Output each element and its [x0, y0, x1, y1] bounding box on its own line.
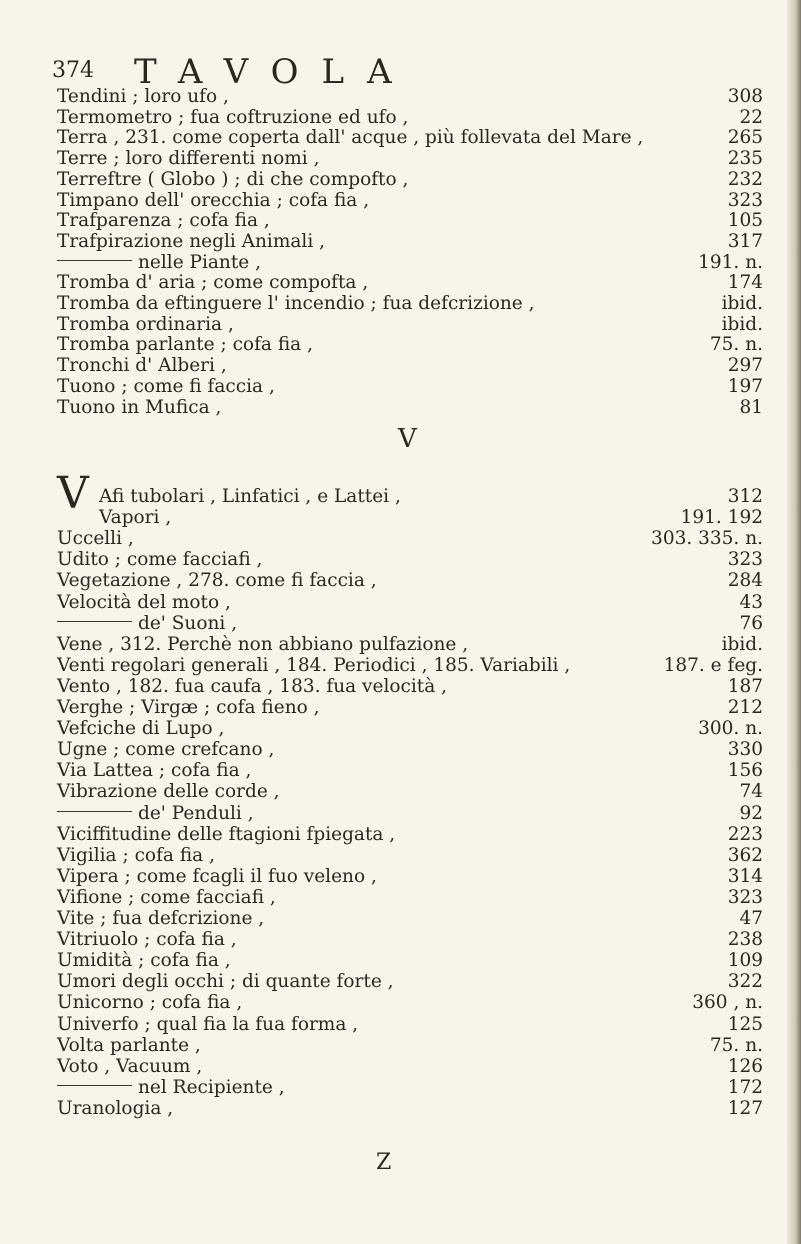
entry-label: Vene , 312. Perchè non abbiano pulfazione ,	[57, 633, 469, 655]
index-entry	[57, 376, 763, 398]
index-entry-text	[57, 190, 369, 212]
index-entry-text	[57, 148, 319, 170]
entry-page-ref: ibid.	[721, 313, 763, 335]
entry-label: Tuono ; come fi faccia ,	[57, 375, 275, 397]
index-entry	[57, 107, 763, 129]
entry-label: Tronchi d' Alberi ,	[57, 355, 227, 377]
entry-label: de' Penduli ,	[138, 802, 254, 824]
entry-page-ref: 322	[727, 971, 763, 993]
entry-page-ref: 22	[739, 106, 763, 128]
index-entry	[57, 971, 763, 993]
index-entry	[57, 887, 763, 909]
index-entry-text	[57, 718, 224, 740]
index-entry	[57, 86, 763, 108]
index-entry	[57, 397, 763, 419]
index-entry	[57, 1098, 763, 1120]
index-entry-text	[57, 86, 229, 108]
index-entry-text	[57, 397, 221, 419]
entry-label: Termometro ; fua coftruzione ed ufo ,	[57, 106, 409, 128]
entry-label: Unicorno ; cofa fia ,	[57, 992, 243, 1014]
entry-page-ref: 323	[727, 886, 763, 908]
index-entry-text	[57, 169, 408, 191]
index-entry-text	[57, 549, 262, 571]
entry-label: Vibrazione delle corde ,	[57, 781, 280, 803]
entry-page-ref: 74	[739, 781, 763, 803]
entry-page-ref: 191. n.	[698, 251, 763, 273]
index-entry-text	[57, 613, 237, 635]
entry-label: Vifione ; come facciafi ,	[57, 886, 276, 908]
entry-page-ref: 323	[727, 549, 763, 571]
index-entry-text	[57, 314, 234, 336]
entry-label: Verghe ; Virgæ ; cofa fieno ,	[57, 697, 320, 718]
entry-label: Velocità del moto ,	[57, 591, 231, 613]
entry-page-ref: 314	[727, 865, 763, 887]
index-entry	[57, 908, 763, 930]
entry-label: Vefciche di Lupo ,	[57, 718, 225, 740]
entry-page-ref: 92	[739, 802, 763, 824]
index-entry-text	[57, 1014, 358, 1036]
entry-label: Tuono in Mufica ,	[57, 396, 222, 418]
entry-page-ref: 109	[727, 950, 763, 972]
entry-page-ref: 127	[727, 1097, 763, 1119]
index-entry	[57, 355, 763, 377]
index-entry-text	[57, 697, 320, 719]
entry-page-ref: 174	[727, 272, 763, 294]
index-entry	[57, 1077, 763, 1099]
index-entry	[57, 528, 763, 550]
entry-page-ref: 284	[727, 570, 763, 592]
index-entry-text	[57, 570, 377, 592]
entry-label: Tromba parlante ; cofa fia ,	[57, 334, 313, 356]
index-entry	[57, 293, 763, 315]
entry-page-ref: 362	[727, 844, 763, 866]
index-entry-text	[57, 824, 395, 846]
entry-page-ref: 238	[727, 929, 763, 951]
index-entry	[57, 718, 763, 740]
entry-page-ref: 75. n.	[709, 334, 763, 356]
index-entry	[57, 169, 763, 191]
entry-page-ref: 187. e feg.	[663, 654, 763, 676]
entry-page-ref: 81	[739, 396, 763, 418]
entry-page-ref: 312	[727, 486, 763, 507]
index-entry-text	[57, 107, 408, 129]
entry-label: Vigilia ; cofa fia ,	[57, 844, 215, 866]
index-entry-text	[57, 592, 231, 614]
index-entry	[57, 127, 763, 149]
entry-label: Vento , 182. fua caufa , 183. fua velocità ,	[57, 675, 448, 697]
entry-page-ref: 232	[727, 168, 763, 190]
index-entry	[57, 634, 763, 656]
entry-page-ref: 303. 335. n.	[651, 528, 763, 550]
index-entry	[57, 148, 763, 170]
index-entry	[57, 507, 763, 529]
index-entry	[57, 570, 763, 592]
index-entry-text	[57, 781, 280, 803]
entry-label: Vegetazione , 278. come fi faccia ,	[57, 570, 377, 592]
entry-label: Udito ; come facciafi ,	[57, 549, 263, 571]
index-entry-text	[57, 1077, 285, 1099]
entry-page-ref: 75. n.	[709, 1034, 763, 1056]
index-entry-text	[57, 760, 251, 782]
ditto-dash	[57, 621, 132, 622]
entry-page-ref: ibid.	[721, 633, 763, 655]
index-entry	[57, 950, 763, 972]
index-entry-text	[57, 1035, 201, 1057]
entry-label: Umidità ; cofa fia ,	[57, 950, 231, 972]
index-entry-text	[57, 252, 261, 274]
entry-page-ref: 300. n.	[698, 718, 763, 740]
index-entry	[57, 676, 763, 698]
index-entry	[57, 1014, 763, 1036]
index-entry	[57, 334, 763, 356]
index-entry	[57, 760, 763, 782]
entry-page-ref: 156	[727, 760, 763, 782]
entry-page-ref: 360 , n.	[692, 992, 763, 1014]
entry-page-ref: 223	[727, 823, 763, 845]
index-entry-text	[57, 803, 254, 825]
index-entry-text	[57, 334, 313, 356]
entry-label: Trafpirazione negli Animali ,	[57, 230, 326, 252]
entry-label: Tendini ; loro ufo ,	[57, 86, 229, 107]
entry-label: Trafparenza ; cofa fia ,	[57, 210, 270, 232]
entry-label: Uranologia ,	[57, 1097, 174, 1119]
entry-label: Afi tubolari , Linfatici , e Lattei ,	[99, 486, 401, 507]
entry-label: nelle Piante ,	[138, 251, 261, 273]
ditto-dash	[57, 260, 132, 261]
entry-page-ref: 197	[727, 375, 763, 397]
entry-label: Univerfo ; qual fia la fua forma ,	[57, 1013, 359, 1035]
entry-label: Vite ; fua defcrizione ,	[57, 908, 265, 929]
index-entry-text	[57, 210, 270, 232]
entry-page-ref: ibid.	[721, 293, 763, 314]
entry-label: Umori degli occhi ; di quante forte ,	[57, 971, 394, 993]
index-entry-text	[57, 1098, 173, 1120]
index-entry	[57, 231, 763, 253]
entry-page-ref: 47	[739, 908, 763, 929]
index-entry-text	[57, 866, 377, 888]
index-entry-text	[57, 887, 276, 909]
entry-page-ref: 187	[727, 675, 763, 697]
page-number: 374	[52, 58, 94, 83]
entry-label: Uccelli ,	[57, 528, 134, 550]
signature-mark: Z	[376, 1150, 392, 1175]
index-entry	[57, 803, 763, 825]
index-entry	[57, 210, 763, 232]
entry-label: Ugne ; come crefcano ,	[57, 739, 275, 761]
entry-label: Terra , 231. come coperta dall' acque , più follevata del Mare ,	[57, 127, 644, 149]
entry-label: Tromba da eftinguere l' incendio ; fua defcrizione ,	[57, 293, 535, 314]
entry-label: Via Lattea ; cofa fia ,	[57, 760, 252, 782]
entry-page-ref: 126	[727, 1055, 763, 1077]
index-entry-text	[57, 127, 643, 149]
ditto-dash	[57, 811, 132, 812]
entry-page-ref: 43	[739, 591, 763, 613]
entry-page-ref: 191. 192	[680, 507, 763, 529]
entry-label: Tromba ordinaria ,	[57, 313, 234, 335]
index-entry-text	[57, 929, 237, 951]
entry-label: Venti regolari generali , 184. Periodici , 185. Variabili ,	[57, 654, 571, 676]
index-entry-text	[57, 971, 394, 993]
index-entry	[57, 845, 763, 867]
index-entry	[57, 314, 763, 336]
index-entry	[57, 824, 763, 846]
index-entry	[57, 486, 763, 508]
index-entry-text	[57, 231, 325, 253]
index-entry	[57, 1035, 763, 1057]
entry-label: Volta parlante ,	[57, 1034, 201, 1056]
entry-label: Tromba d' aria ; come compofta ,	[57, 272, 369, 294]
entry-label: Vipera ; come fcagli il fuo veleno ,	[57, 865, 377, 887]
page-edge	[787, 0, 801, 1244]
section-heading-v: V	[398, 424, 417, 454]
index-entry	[57, 739, 763, 761]
index-entry-text	[57, 739, 274, 761]
entry-label: de' Suoni ,	[138, 612, 238, 634]
index-entry	[57, 549, 763, 571]
index-entry-text	[57, 376, 275, 398]
index-entry-text	[57, 992, 242, 1014]
index-entry-text	[99, 507, 171, 529]
index-entry-text	[57, 293, 535, 315]
index-entry	[57, 992, 763, 1014]
index-entry	[57, 655, 763, 677]
index-entry	[57, 781, 763, 803]
entry-label: Vitriuolo ; cofa fia ,	[57, 929, 237, 951]
entry-page-ref: 308	[727, 86, 763, 107]
entry-page-ref: 76	[739, 612, 763, 634]
index-entry	[57, 592, 763, 614]
entry-label: Timpano dell' orecchia ; cofa fia ,	[57, 189, 370, 211]
entry-page-ref: 297	[727, 355, 763, 377]
entry-page-ref: 265	[727, 127, 763, 149]
entry-page-ref: 212	[727, 697, 763, 718]
index-entry	[57, 866, 763, 888]
entry-label: Viciffitudine delle ftagioni fpiegata ,	[57, 823, 396, 845]
entry-page-ref: 235	[727, 148, 763, 170]
entry-label: nel Recipiente ,	[138, 1076, 285, 1098]
index-entry-text	[57, 355, 227, 377]
index-entry	[57, 697, 763, 719]
index-entry	[57, 272, 763, 294]
entry-label: Vapori ,	[99, 507, 172, 529]
entry-page-ref: 323	[727, 189, 763, 211]
page-title: TAVOLA	[134, 52, 415, 92]
index-entry	[57, 929, 763, 951]
index-entry-text	[57, 950, 231, 972]
drop-capital: V	[57, 468, 89, 519]
index-entry-text	[99, 486, 401, 508]
index-entry-text	[57, 676, 447, 698]
index-entry-text	[57, 908, 264, 930]
entry-page-ref: 172	[727, 1076, 763, 1098]
index-entry-text	[57, 634, 468, 656]
entry-page-ref: 317	[727, 230, 763, 252]
entry-page-ref: 330	[727, 739, 763, 761]
entry-label: Terre ; loro differenti nomi ,	[57, 148, 320, 170]
ditto-dash	[57, 1085, 132, 1086]
index-entry-text	[57, 655, 570, 677]
entry-label: Terreftre ( Globo ) ; di che compofto ,	[57, 168, 409, 190]
entry-page-ref: 105	[727, 210, 763, 232]
index-entry-text	[57, 1056, 202, 1078]
index-entry	[57, 190, 763, 212]
index-entry	[57, 1056, 763, 1078]
index-entry-text	[57, 272, 368, 294]
entry-page-ref: 125	[727, 1013, 763, 1035]
index-entry	[57, 252, 763, 274]
index-entry-text	[57, 845, 215, 867]
index-entry	[57, 613, 763, 635]
entry-label: Voto , Vacuum ,	[57, 1055, 203, 1077]
index-entry-text	[57, 528, 134, 550]
